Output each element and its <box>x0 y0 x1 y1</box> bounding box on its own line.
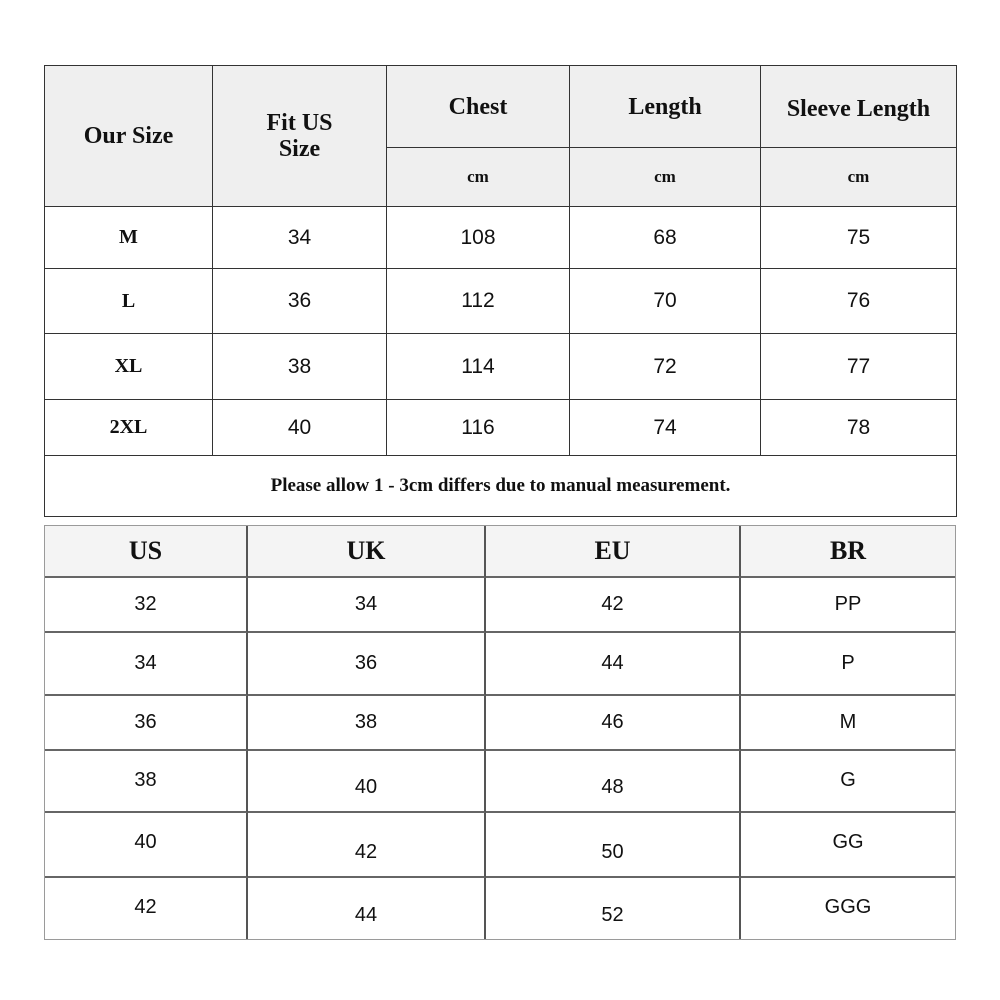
header-uk: UK <box>248 526 486 578</box>
eu-value: 52 <box>486 878 741 939</box>
eu-value: 50 <box>486 813 741 878</box>
sleeve-value: 75 <box>761 207 956 269</box>
measurement-note: Please allow 1 - 3cm differs due to manual measurement. <box>270 475 731 496</box>
us-value: 36 <box>45 696 248 751</box>
fit-us-value: 34 <box>213 207 387 269</box>
eu-value: 48 <box>486 751 741 813</box>
br-value: P <box>741 633 955 696</box>
header-eu: EU <box>486 526 741 578</box>
length-value: 72 <box>570 334 761 400</box>
br-value: GG <box>741 813 955 878</box>
br-value: M <box>741 696 955 751</box>
size-label: XL <box>45 334 213 400</box>
uk-value: 42 <box>248 813 486 878</box>
unit-length: cm <box>570 148 761 207</box>
header-fit-us-size: Fit US Size <box>213 66 387 207</box>
sleeve-value: 77 <box>761 334 956 400</box>
eu-value: 46 <box>486 696 741 751</box>
chest-value: 114 <box>387 334 570 400</box>
us-value: 38 <box>45 751 248 813</box>
size-label: L <box>45 269 213 334</box>
header-length: Length <box>570 66 761 148</box>
header-sleeve-length: Sleeve Length <box>761 66 956 148</box>
fit-us-value: 36 <box>213 269 387 334</box>
size-label: 2XL <box>45 400 213 456</box>
fit-us-value: 40 <box>213 400 387 456</box>
eu-value: 42 <box>486 578 741 633</box>
uk-value: 40 <box>248 751 486 813</box>
header-br: BR <box>741 526 955 578</box>
unit-chest: cm <box>387 148 570 207</box>
sleeve-value: 76 <box>761 269 956 334</box>
unit-sleeve-length: cm <box>761 148 956 207</box>
header-chest: Chest <box>387 66 570 148</box>
header-us: US <box>45 526 248 578</box>
chest-value: 112 <box>387 269 570 334</box>
length-value: 70 <box>570 269 761 334</box>
sleeve-value: 78 <box>761 400 956 456</box>
uk-value: 36 <box>248 633 486 696</box>
size-chart-table <box>44 65 957 517</box>
us-value: 40 <box>45 813 248 878</box>
fit-us-value: 38 <box>213 334 387 400</box>
br-value: PP <box>741 578 955 633</box>
uk-value: 34 <box>248 578 486 633</box>
us-value: 32 <box>45 578 248 633</box>
header-our-size: Our Size <box>45 66 213 207</box>
chest-value: 108 <box>387 207 570 269</box>
us-value: 34 <box>45 633 248 696</box>
uk-value: 44 <box>248 878 486 939</box>
size-label: M <box>45 207 213 269</box>
length-value: 68 <box>570 207 761 269</box>
us-value: 42 <box>45 878 248 939</box>
size-conversion-table <box>44 525 956 940</box>
eu-value: 44 <box>486 633 741 696</box>
length-value: 74 <box>570 400 761 456</box>
br-value: G <box>741 751 955 813</box>
uk-value: 38 <box>248 696 486 751</box>
chest-value: 116 <box>387 400 570 456</box>
br-value: GGG <box>824 896 872 918</box>
